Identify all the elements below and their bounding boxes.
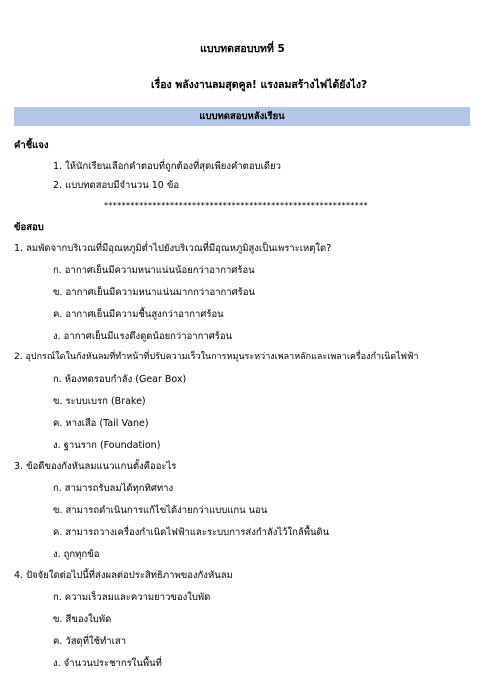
question-text: 2. อุปกรณ์ใดในกังหันลมที่ทำหน้าที่ปรับความเร็วในการหมุนระหว่างเพลาหลักและเพลาเครื่องกำเนิดไฟฟ้า [14,352,419,362]
section-band-label: แบบทดสอบหลังเรียน [199,110,285,122]
choice-item[interactable]: ก. อากาศเย็นมีความหนาแน่นน้อยกว่าอากาศร้อน [53,265,255,276]
choice-item[interactable]: ค. อากาศเย็นมีความชื้นสูงกว่าอากาศร้อน [53,309,224,320]
choice-item[interactable]: ค. สามารถวางเครื่องกำเนิดไฟฟ้าและระบบการส่งกำลังไว้ใกล้พื้นดิน [53,527,330,538]
question-text: 4. ปัจจัยใดต่อไปนี้ที่ส่งผลต่อประสิทธิภาพของกังหันลม [14,570,233,581]
choice-item[interactable]: ง. จำนวนประชากรในพื้นที่ [53,658,162,669]
page-title: แบบทดสอบบทที่ 5 [200,43,285,55]
choice-item[interactable]: ง. อากาศเย็นมีแรงดึงดูดน้อยกว่าอากาศร้อน [53,331,233,342]
questions-heading: ข้อสอบ [14,222,44,233]
choice-item[interactable]: ข. อากาศเย็นมีความหนาแน่นมากกว่าอากาศร้อน [53,287,255,298]
choice-item[interactable]: ค. วัสดุที่ใช้ทำเสา [53,636,127,647]
page-subtitle: เรื่อง พลังงานลมสุดคูล! แรงลมสร้างไฟได้ยังไง? [151,79,368,91]
question-text: 3. ข้อดีของกังหันลมแนวแกนตั้งคืออะไร [14,461,177,472]
choice-item[interactable]: ข. ระบบเบรก (Brake) [53,396,146,407]
choice-item[interactable]: ก. ห้องทดรอบกำลัง (Gear Box) [53,374,187,385]
choice-item[interactable]: ข. สามารถดำเนินการแก้ไขได้ง่ายกว่าแบบแกน นอน [53,505,268,516]
instruction-item: 2. แบบทดสอบมีจำนวน 10 ข้อ [53,180,180,191]
choice-item[interactable]: ค. หางเสือ (Tail Vane) [53,418,149,429]
choice-item[interactable]: ก. ความเร็วลมและความยาวของใบพัด [53,592,211,603]
choice-item[interactable]: ก. สามารถรับลมได้ทุกทิศทาง [53,483,174,494]
choice-item[interactable]: ข. สีของใบพัด [53,614,112,625]
question-text: 1. ลมพัดจากบริเวณที่มีอุณหภูมิต่ำไปยังบริเวณที่มีอุณหภูมิสูงเป็นเพราะเหตุใด? [14,243,332,254]
choice-item[interactable]: ง. ถูกทุกข้อ [53,549,100,560]
section-band [14,107,470,126]
separator-line: ************************************************************ [104,201,368,210]
choice-item[interactable]: ง. ฐานราก (Foundation) [53,440,161,451]
instructions-heading: คำชี้แจง [14,140,49,151]
instruction-item: 1. ให้นักเรียนเลือกคำตอบที่ถูกต้องที่สุดเพียงคำตอบเดียว [53,161,281,172]
